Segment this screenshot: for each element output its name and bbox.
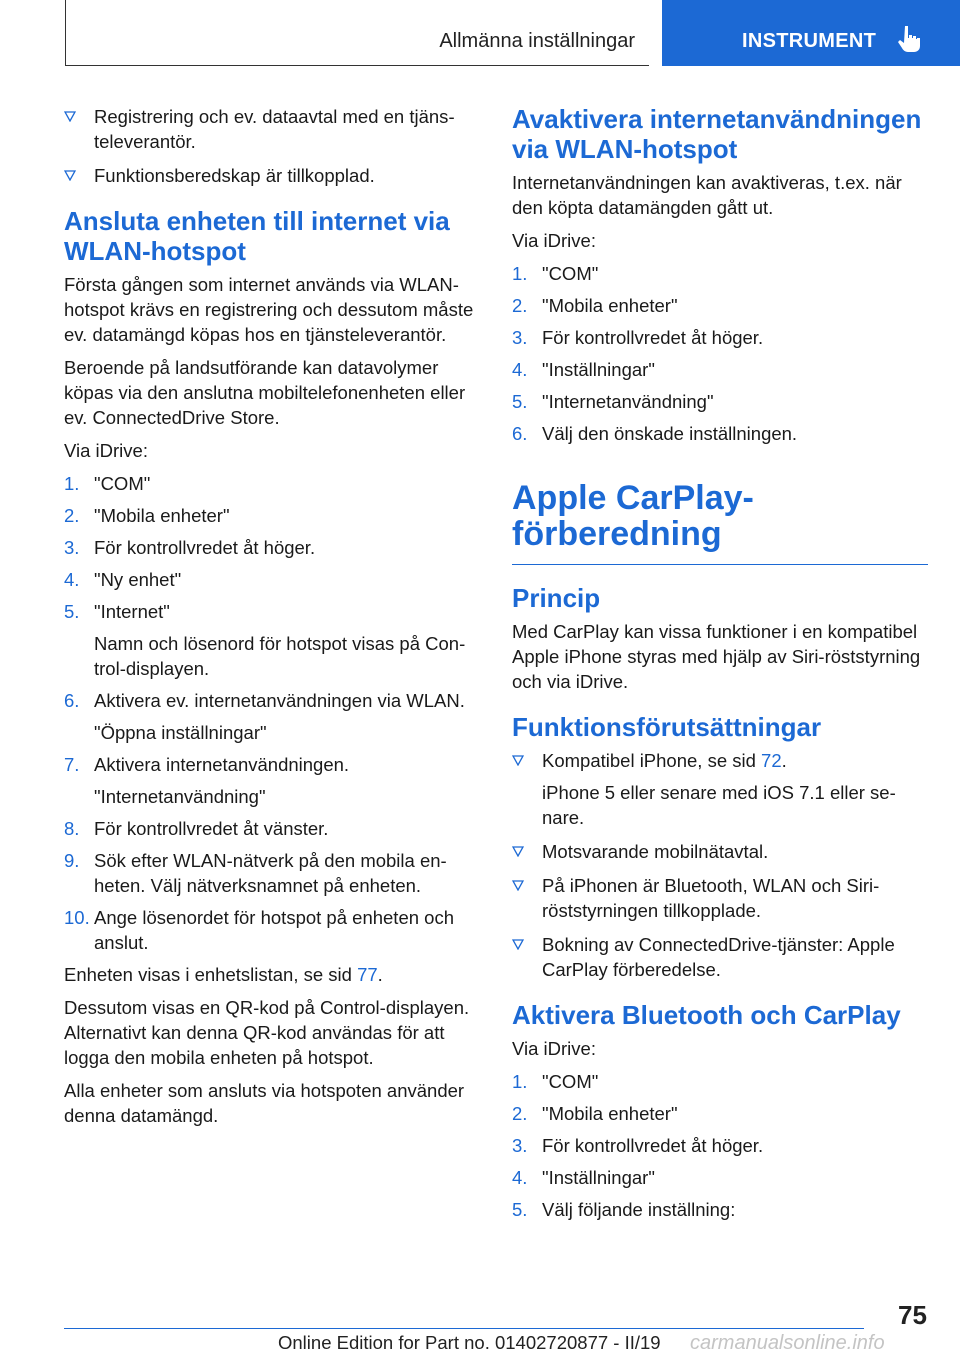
- step-item: 5. Välj följande inställning:: [512, 1199, 736, 1220]
- paragraph: Enheten visas i enhetslistan, se sid 77.: [64, 964, 383, 985]
- instrument-tab-label: INSTRUMENT: [742, 30, 877, 52]
- list-item: Kompatibel iPhone, se sid 72. iPhone 5 eller senare med iOS 7.1 eller senare.: [512, 748, 928, 830]
- right-column: [512, 104, 928, 1229]
- paragraph: Alla enheter som ansluts via hotspoten använder denna datamängd.: [64, 1080, 465, 1126]
- step-item: 7. Aktivera internetanvändningen. "Internetanvändning": [64, 752, 480, 809]
- step-item: 3. För kontrollvredet åt höger.: [64, 537, 316, 558]
- step-note: "Öppna inställningar": [94, 722, 267, 743]
- triangle-bullet-icon: [512, 754, 524, 766]
- step-item: 6. Välj den önskade inställningen.: [512, 423, 798, 444]
- watermark: carmanualsonline.info: [690, 1332, 885, 1354]
- requirements-list: [512, 748, 928, 982]
- step-item: 8. För kontrollvredet åt vänster.: [64, 818, 329, 839]
- list-item: På iPhonen är Bluetooth, WLAN och Siri-röststyrningen tillkopplade.: [512, 873, 928, 923]
- list-item: Bokning av ConnectedDrive-tjänster: Apple CarPlay förberedelse.: [512, 932, 928, 982]
- section-heading-principle: Princip: [512, 583, 601, 613]
- step-item: 4. "Ny enhet": [64, 569, 182, 590]
- section-heading-deactivate: Avaktivera internetanvändningen via WLAN-hotspot: [512, 104, 922, 164]
- paragraph: Internetanvändningen kan avaktiveras, t.ex. när den köpta datamängden gått ut.: [512, 172, 902, 218]
- via-idrive-label: Via iDrive:: [512, 230, 596, 251]
- page-link-77[interactable]: 77: [357, 964, 378, 985]
- section-tab-label: Allmänna inställningar: [439, 30, 635, 52]
- step-item: 3. För kontrollvredet åt höger.: [512, 327, 764, 348]
- triangle-bullet-icon: [64, 110, 76, 122]
- via-idrive-label: Via iDrive:: [64, 440, 148, 461]
- page-number: 75: [898, 1300, 927, 1330]
- edition-text: Online Edition for Part no. 01402720877 - II/19: [278, 1332, 661, 1353]
- page-header: [0, 0, 960, 66]
- list-item: Motsvarande mobilnätavtal.: [512, 839, 928, 864]
- activate-steps: [512, 1069, 928, 1222]
- step-item: 1. "COM": [64, 473, 151, 494]
- section-heading-requirements: Funktionsförutsättningar: [512, 712, 822, 742]
- pointing-hand-icon: [894, 24, 924, 54]
- chapter-heading-carplay: Apple CarPlay-förberedning: [512, 480, 928, 565]
- step-item: 2. "Mobila enheter": [512, 1103, 678, 1124]
- left-column: [64, 104, 480, 1136]
- step-item: 5. "Internetanvändning": [512, 391, 714, 412]
- triangle-bullet-icon: [64, 169, 76, 181]
- step-item: 2. "Mobila enheter": [512, 295, 678, 316]
- instrument-tab[interactable]: [662, 0, 960, 66]
- prerequisites-list: [64, 104, 480, 188]
- page-link-72[interactable]: 72: [761, 750, 782, 771]
- triangle-bullet-icon: [512, 845, 524, 857]
- triangle-bullet-icon: [512, 879, 524, 891]
- deactivate-steps: [512, 261, 928, 446]
- list-item: Registrering och ev. dataavtal med en tjänsteleverantör.: [64, 104, 480, 154]
- step-item: 2. "Mobila enheter": [64, 505, 230, 526]
- section-heading-connect: Ansluta enheten till internet via WLAN-hotspot: [64, 206, 450, 266]
- step-item: 3. För kontrollvredet åt höger.: [512, 1135, 764, 1156]
- list-item-note: iPhone 5 eller senare med iOS 7.1 eller senare.: [542, 782, 896, 828]
- step-item: 1. "COM": [512, 1071, 599, 1092]
- paragraph: Med CarPlay kan vissa funktioner i en kompatibel Apple iPhone styras med hjälp av Siri-röststyrning och via iDrive.: [512, 621, 921, 692]
- step-item: 4. "Inställningar": [512, 359, 655, 380]
- footer-divider: [64, 1328, 864, 1329]
- step-item: 6. Aktivera ev. internetanvändningen via WLAN. "Öppna inställningar": [64, 688, 480, 745]
- paragraph: Beroende på landsutförande kan datavolymer köpas via den anslutna mobiltelefonenheten eller ev. ConnectedDrive Store.: [64, 357, 466, 428]
- step-item: 10. Ange lösenordet för hotspot på enheten och anslut.: [64, 907, 454, 953]
- section-heading-activate: Aktivera Bluetooth och CarPlay: [512, 1000, 901, 1030]
- via-idrive-label: Via iDrive:: [512, 1038, 596, 1059]
- triangle-bullet-icon: [512, 938, 524, 950]
- list-item: Funktionsberedskap är tillkopplad.: [64, 163, 480, 188]
- connect-steps: [64, 471, 480, 955]
- paragraph: Första gången som internet används via WLAN-hotspot krävs en registrering och dessutom måste ev. datamängd köpas hos en tjänsteleverantör.: [64, 274, 474, 345]
- step-note: "Internetanvändning": [94, 786, 266, 807]
- step-item: 4. "Inställningar": [512, 1167, 655, 1188]
- step-item: 1. "COM": [512, 263, 599, 284]
- paragraph: Dessutom visas en QR-kod på Control-displayen. Alternativt kan denna QR-kod användas för att logga den mobila enheten på hotspot.: [64, 997, 470, 1068]
- step-item: 5. "Internet" Namn och lösenord för hotspot visas på Control-displayen.: [64, 599, 480, 681]
- step-note: Namn och lösenord för hotspot visas på Control-displayen.: [94, 633, 466, 679]
- section-tab[interactable]: [65, 0, 649, 66]
- step-item: 9. Sök efter WLAN-nätverk på den mobila enheten. Välj nätverksnamnet på enheten.: [64, 850, 447, 896]
